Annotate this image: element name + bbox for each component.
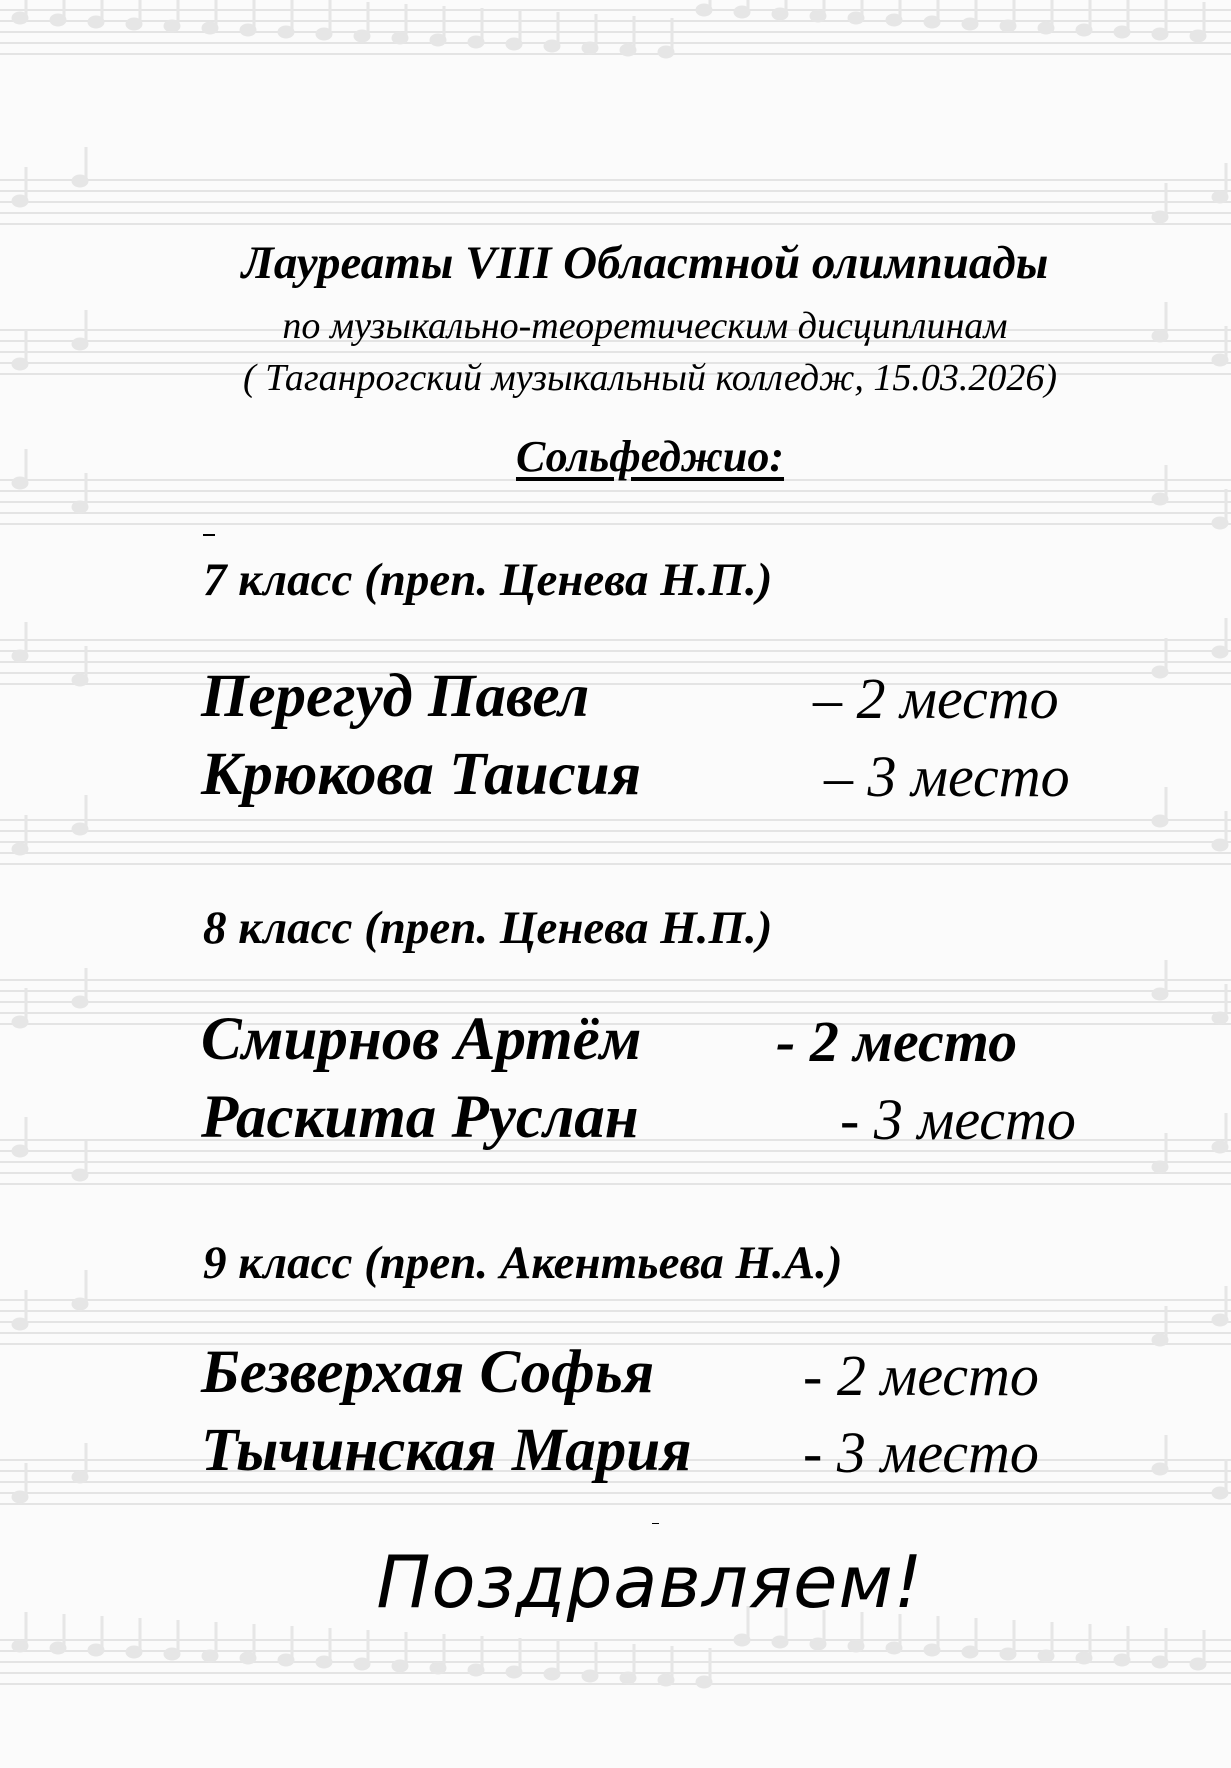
student-place: - 2 место — [803, 1343, 1039, 1408]
class-heading-9: 9 класс (преп. Акентьева Н.А.) — [203, 1237, 843, 1289]
stray-mark — [203, 534, 215, 536]
student-name: Тычинская Мария — [201, 1417, 692, 1484]
section-heading: Сольфеджио: — [515, 432, 785, 481]
class-heading-8: 8 класс (преп. Ценева Н.П.) — [203, 902, 773, 954]
document-subtitle: по музыкально-теоретическим дисциплинам — [282, 305, 1008, 347]
student-name: Перегуд Павел — [201, 663, 590, 730]
student-place: – 3 место — [824, 744, 1070, 809]
closing-congratulations: Поздравляем! — [376, 1540, 924, 1624]
stray-mark — [652, 1523, 659, 1524]
student-place: – 2 место — [813, 666, 1059, 731]
document-title: Лауреаты VIII Областной олимпиады — [241, 237, 1049, 289]
student-place: - 3 место — [840, 1087, 1076, 1152]
student-place: - 2 место — [776, 1009, 1018, 1074]
location-date: ( Таганрогский музыкальный колледж, 15.03.2026) — [242, 357, 1058, 399]
class-heading-7: 7 класс (преп. Ценева Н.П.) — [203, 554, 773, 606]
student-name: Безверхая Софья — [201, 1339, 655, 1406]
student-place: - 3 место — [803, 1420, 1039, 1485]
student-name: Смирнов Артём — [201, 1006, 642, 1073]
student-name: Раскита Руслан — [201, 1084, 639, 1151]
student-name: Крюкова Таисия — [201, 741, 641, 808]
